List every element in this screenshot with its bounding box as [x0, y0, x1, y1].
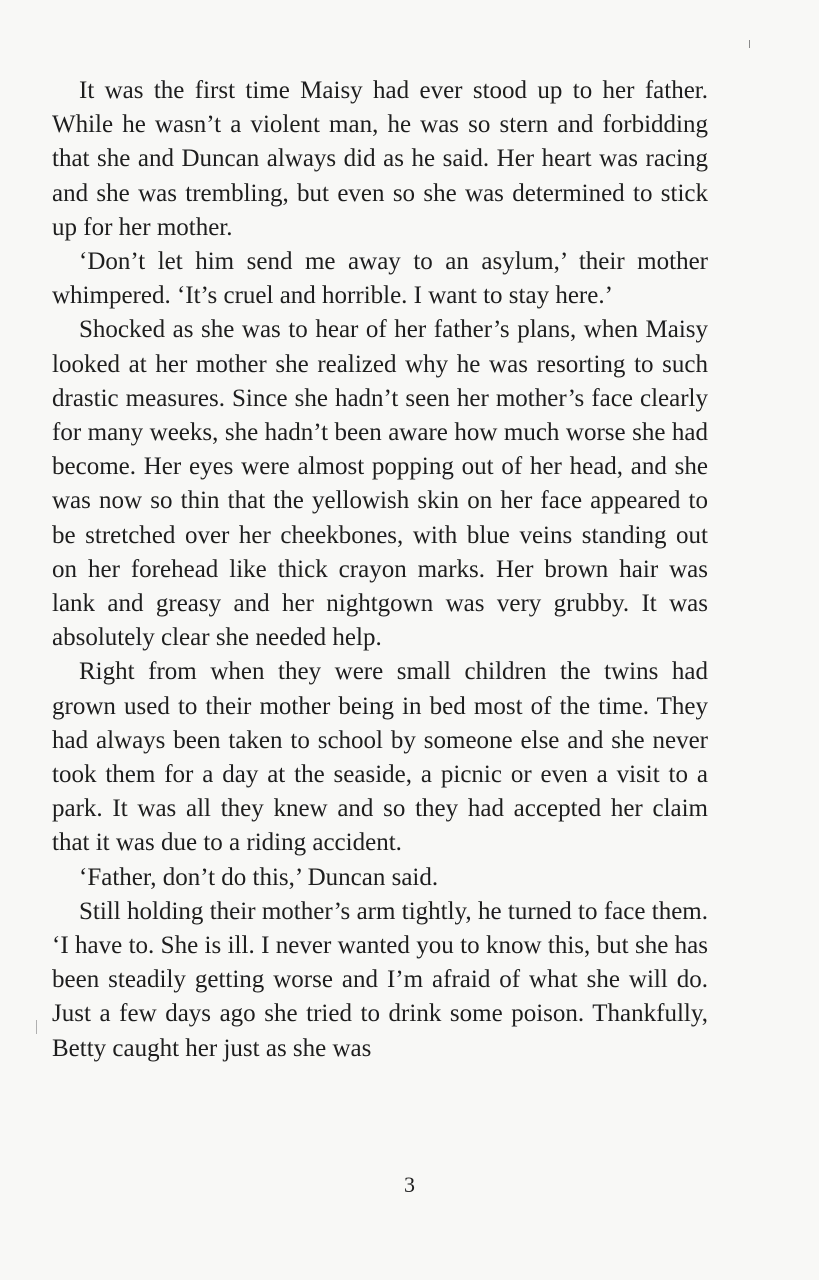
- paragraph: Right from when they were small children the twins had grown used to their mother being in bed most of the time. They had always been taken to school by someone else and she never took them for a day at the seaside, a picnic or even a visit to a park. It was all they knew and so they had accepted her claim that it was due to a riding accident.: [52, 658, 708, 857]
- paragraph: It was the first time Maisy had ever stood up to her father. While he wasn’t a violent man, he was so stern and forbidding that she and Duncan always did as he said. Her heart was racing and she was trembling, but even so she was determined to stick up for her mother.: [52, 77, 708, 241]
- scan-speck: [36, 1020, 37, 1034]
- paragraph: ‘Father, don’t do this,’ Duncan said.: [79, 863, 439, 891]
- page-number: 3: [404, 1172, 415, 1197]
- body-text: [52, 74, 708, 1066]
- paragraph: Shocked as she was to hear of her father’s plans, when Maisy looked at her mother she realized why he was resorting to such drastic measures. Since she hadn’t seen her mother’s face clearly for many weeks, she hadn’t been aware how much worse she had become. Her eyes were almost popping out of her head, and she was now so thin that the yellowish skin on her face appeared to be stretched over her cheekbones, with blue veins standing out on her forehead like thick crayon marks. Her brown hair was lank and greasy and her nightgown was very grubby. It was absolutely clear she needed help.: [52, 316, 708, 652]
- paragraph: ‘Don’t let him send me away to an asylum,’ their mother whimpered. ‘It’s cruel and horrible. I want to stay here.’: [52, 248, 708, 310]
- scan-speck: [749, 40, 750, 48]
- paragraph: Still holding their mother’s arm tightly, he turned to face them. ‘I have to. She is ill. I never wanted you to know this, but she has been steadily getting worse and I’m afraid of what she will do. Just a few days ago she tried to drink some poison. Thankfully, Betty caught her just as she was: [52, 897, 708, 1062]
